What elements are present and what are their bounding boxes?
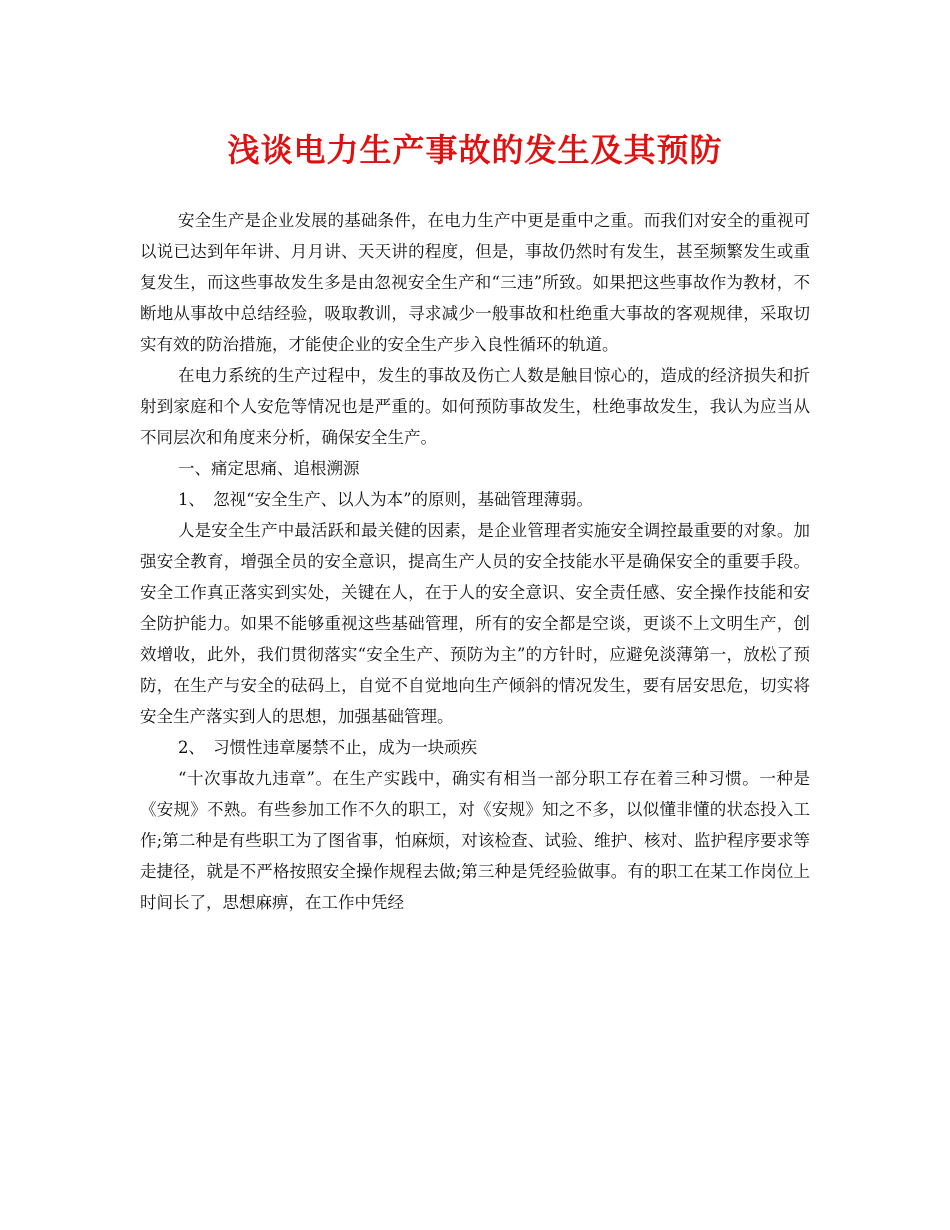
document-title: 浅谈电力生产事故的发生及其预防 [227, 131, 723, 169]
paragraph: “十次事故九违章”。在生产实践中，确实有相当一部分职工存在着三种习惯。一种是《安规》不熟。有些参加工作不久的职工，对《安规》知之不多，以似懂非懂的状态投入工作;第二种是有些职工为了图省事，怕麻烦，对该检查、试验、维护、核对、监护程序要求等走捷径，就是不严格按照安全操作规程去做;第三种是凭经验做事。有的职工在某工作岗位上时间长了，思想麻痹，在工作中凭经 [140, 769, 810, 912]
section-heading: 一、痛定思痛、追根溯源 [177, 459, 360, 478]
paragraph: 在电力系统的生产过程中，发生的事故及伤亡人数是触目惊心的，造成的经济损失和折射到家庭和个人安危等情况也是严重的。如何预防事故发生，杜绝事故发生，我认为应当从不同层次和角度来分析，确保安全生产。 [140, 366, 810, 447]
document-body [140, 205, 810, 918]
paragraph: 安全生产是企业发展的基础条件，在电力生产中更是重中之重。而我们对安全的重视可以说已达到年年讲、月月讲、天天讲的程度，但是，事故仍然时有发生，甚至频繁发生或重复发生，而这些事故发生多是由忽视安全生产和“三违”所致。如果把这些事故作为教材，不断地从事故中总结经验，吸取教训，寻求减少一般事故和杜绝重大事故的客观规律，采取切实有效的防治措施，才能使企业的安全生产步入良性循环的轨道。 [140, 211, 810, 354]
subsection-heading: 1、 忽视“安全生产、以人为本”的原则，基础管理薄弱。 [177, 490, 594, 509]
paragraph: 人是安全生产中最活跃和最关健的因素，是企业管理者实施安全调控最重要的对象。加强安全教育，增强全员的安全意识，提高生产人员的安全技能水平是确保安全的重要手段。安全工作真正落实到实处，关键在人，在于人的安全意识、安全责任感、安全操作技能和安全防护能力。如果不能够重视这些基础管理，所有的安全都是空谈，更谈不上文明生产，创效增收，此外，我们贯彻落实“安全生产、预防为主”的方针时，应避免淡薄第一，放松了预防，在生产与安全的砝码上，自觉不自觉地向生产倾斜的情况发生，要有居安思危，切实将安全生产落实到人的思想，加强基础管理。 [140, 521, 810, 726]
document-page [140, 120, 810, 918]
subsection-heading: 2、 习惯性违章屡禁不止，成为一块顽疾 [177, 738, 478, 757]
